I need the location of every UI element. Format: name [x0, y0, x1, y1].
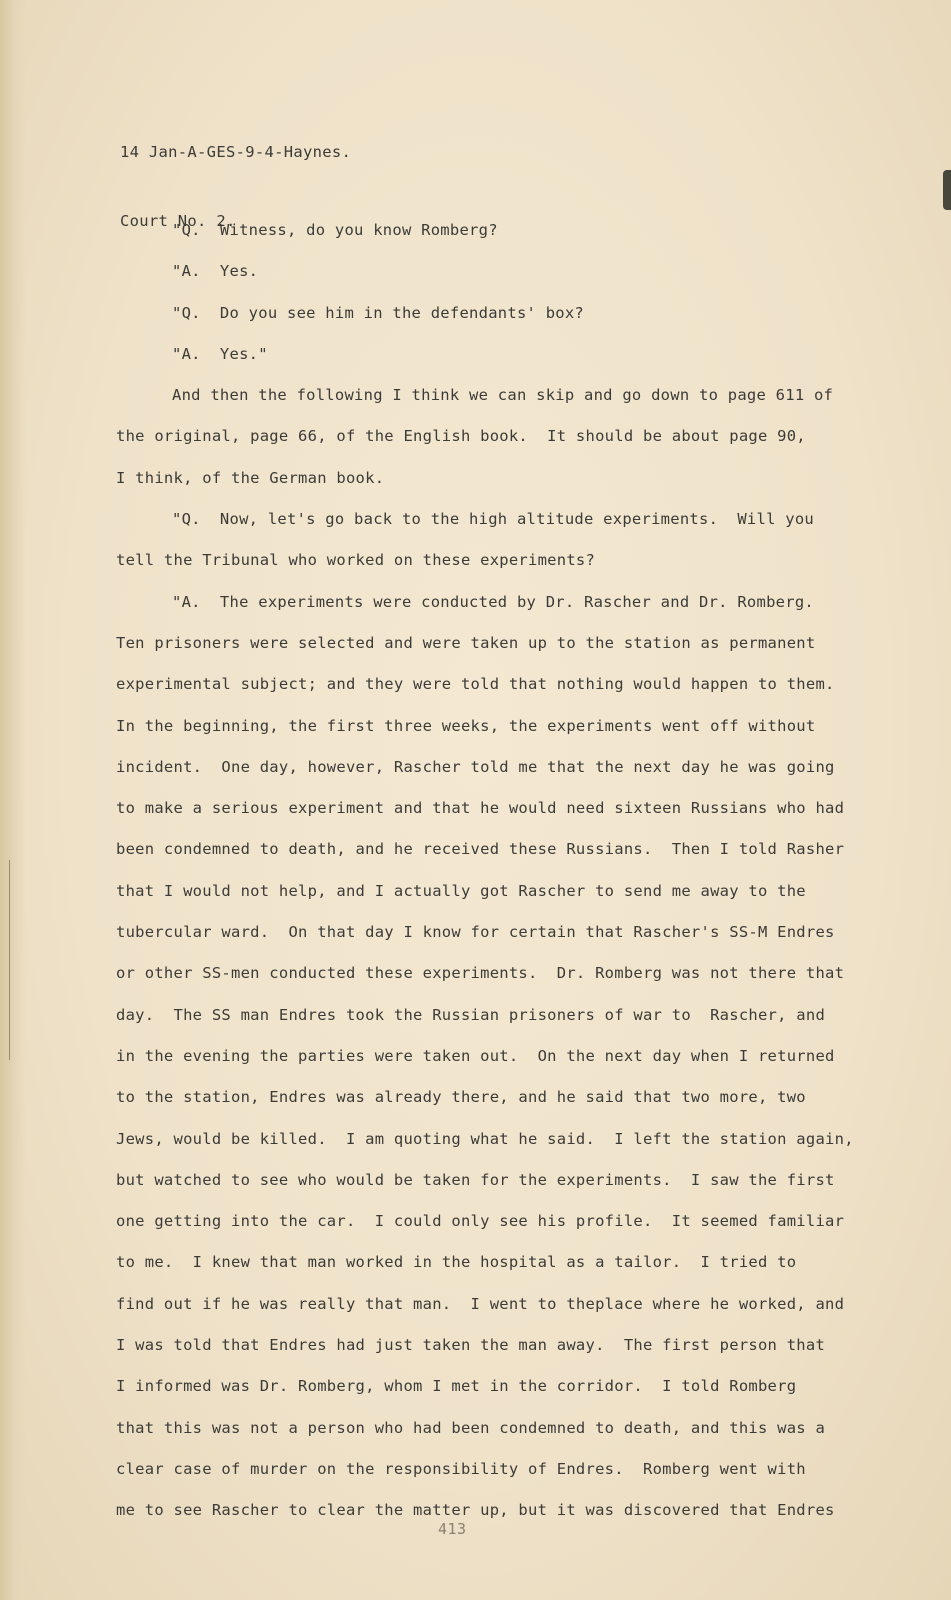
binder-clip-mark [943, 170, 951, 210]
transcript-line: to make a serious experiment and that he would need sixteen Russians who had [116, 799, 845, 818]
transcript-line: "Q. Do you see him in the defendants' box? [172, 303, 585, 322]
transcript-line: Ten prisoners were selected and were taken up to the station as permanent [116, 633, 816, 652]
transcript-line: one getting into the car. I could only see his profile. It seemed familiar [116, 1212, 845, 1231]
transcript-line: And then the following I think we can skip and go down to page 611 of [172, 386, 834, 405]
transcript-line: "Q. Witness, do you know Romberg? [172, 221, 498, 239]
transcript-line: or other SS-men conducted these experiments. Dr. Romberg was not there that [116, 964, 845, 983]
transcript-line: me to see Rascher to clear the matter up, but it was discovered that Endres [116, 1501, 835, 1520]
transcript-line: tell the Tribunal who worked on these experiments? [116, 551, 596, 570]
transcript-line: tubercular ward. On that day I know for certain that Rascher's SS-M Endres [116, 923, 835, 942]
tear-mark [9, 860, 14, 1060]
transcript-line: In the beginning, the first three weeks, the experiments went off without [116, 716, 816, 735]
transcript-body [116, 210, 906, 1532]
header-court: Court No. 2. [120, 212, 236, 230]
header-reference: 14 Jan-A-GES-9-4-Haynes. [120, 143, 352, 161]
transcript-line: the original, page 66, of the English book. It should be about page 90, [116, 427, 806, 446]
transcript-line: day. The SS man Endres took the Russian prisoners of war to Rascher, and [116, 1005, 826, 1024]
transcript-line: in the evening the parties were taken out. On the next day when I returned [116, 1046, 835, 1065]
transcript-line: that this was not a person who had been condemned to death, and this was a [116, 1418, 826, 1437]
transcript-line: find out if he was really that man. I went to theplace where he worked, and [116, 1294, 845, 1313]
transcript-line: I was told that Endres had just taken the man away. The first person that [116, 1336, 826, 1355]
transcript-line: clear case of murder on the responsibility of Endres. Romberg went with [116, 1459, 806, 1478]
transcript-line: "A. The experiments were conducted by Dr. Rascher and Dr. Romberg. [172, 592, 814, 611]
transcript-line: Jews, would be killed. I am quoting what he said. I left the station again, [116, 1129, 854, 1148]
page-number: 413 [438, 1520, 467, 1538]
transcript-line: been condemned to death, and he received these Russians. Then I told Rasher [116, 840, 845, 859]
transcript-line: "A. Yes." [172, 344, 268, 363]
transcript-line: to the station, Endres was already there, and he said that two more, two [116, 1088, 806, 1107]
transcript-line: but watched to see who would be taken for the experiments. I saw the first [116, 1170, 835, 1189]
transcript-line: "A. Yes. [172, 262, 259, 281]
transcript-line: to me. I knew that man worked in the hospital as a tailor. I tried to [116, 1253, 797, 1272]
transcript-line: I think, of the German book. [116, 468, 385, 487]
torn-left-edge [0, 0, 26, 1600]
transcript-line: that I would not help, and I actually got Rascher to send me away to the [116, 881, 806, 900]
transcript-line: I informed was Dr. Romberg, whom I met in the corridor. I told Romberg [116, 1377, 797, 1396]
transcript-line: experimental subject; and they were told that nothing would happen to them. [116, 675, 835, 694]
transcript-line: incident. One day, however, Rascher told me that the next day he was going [116, 757, 835, 776]
transcript-line: "Q. Now, let's go back to the high altitude experiments. Will you [172, 510, 814, 529]
